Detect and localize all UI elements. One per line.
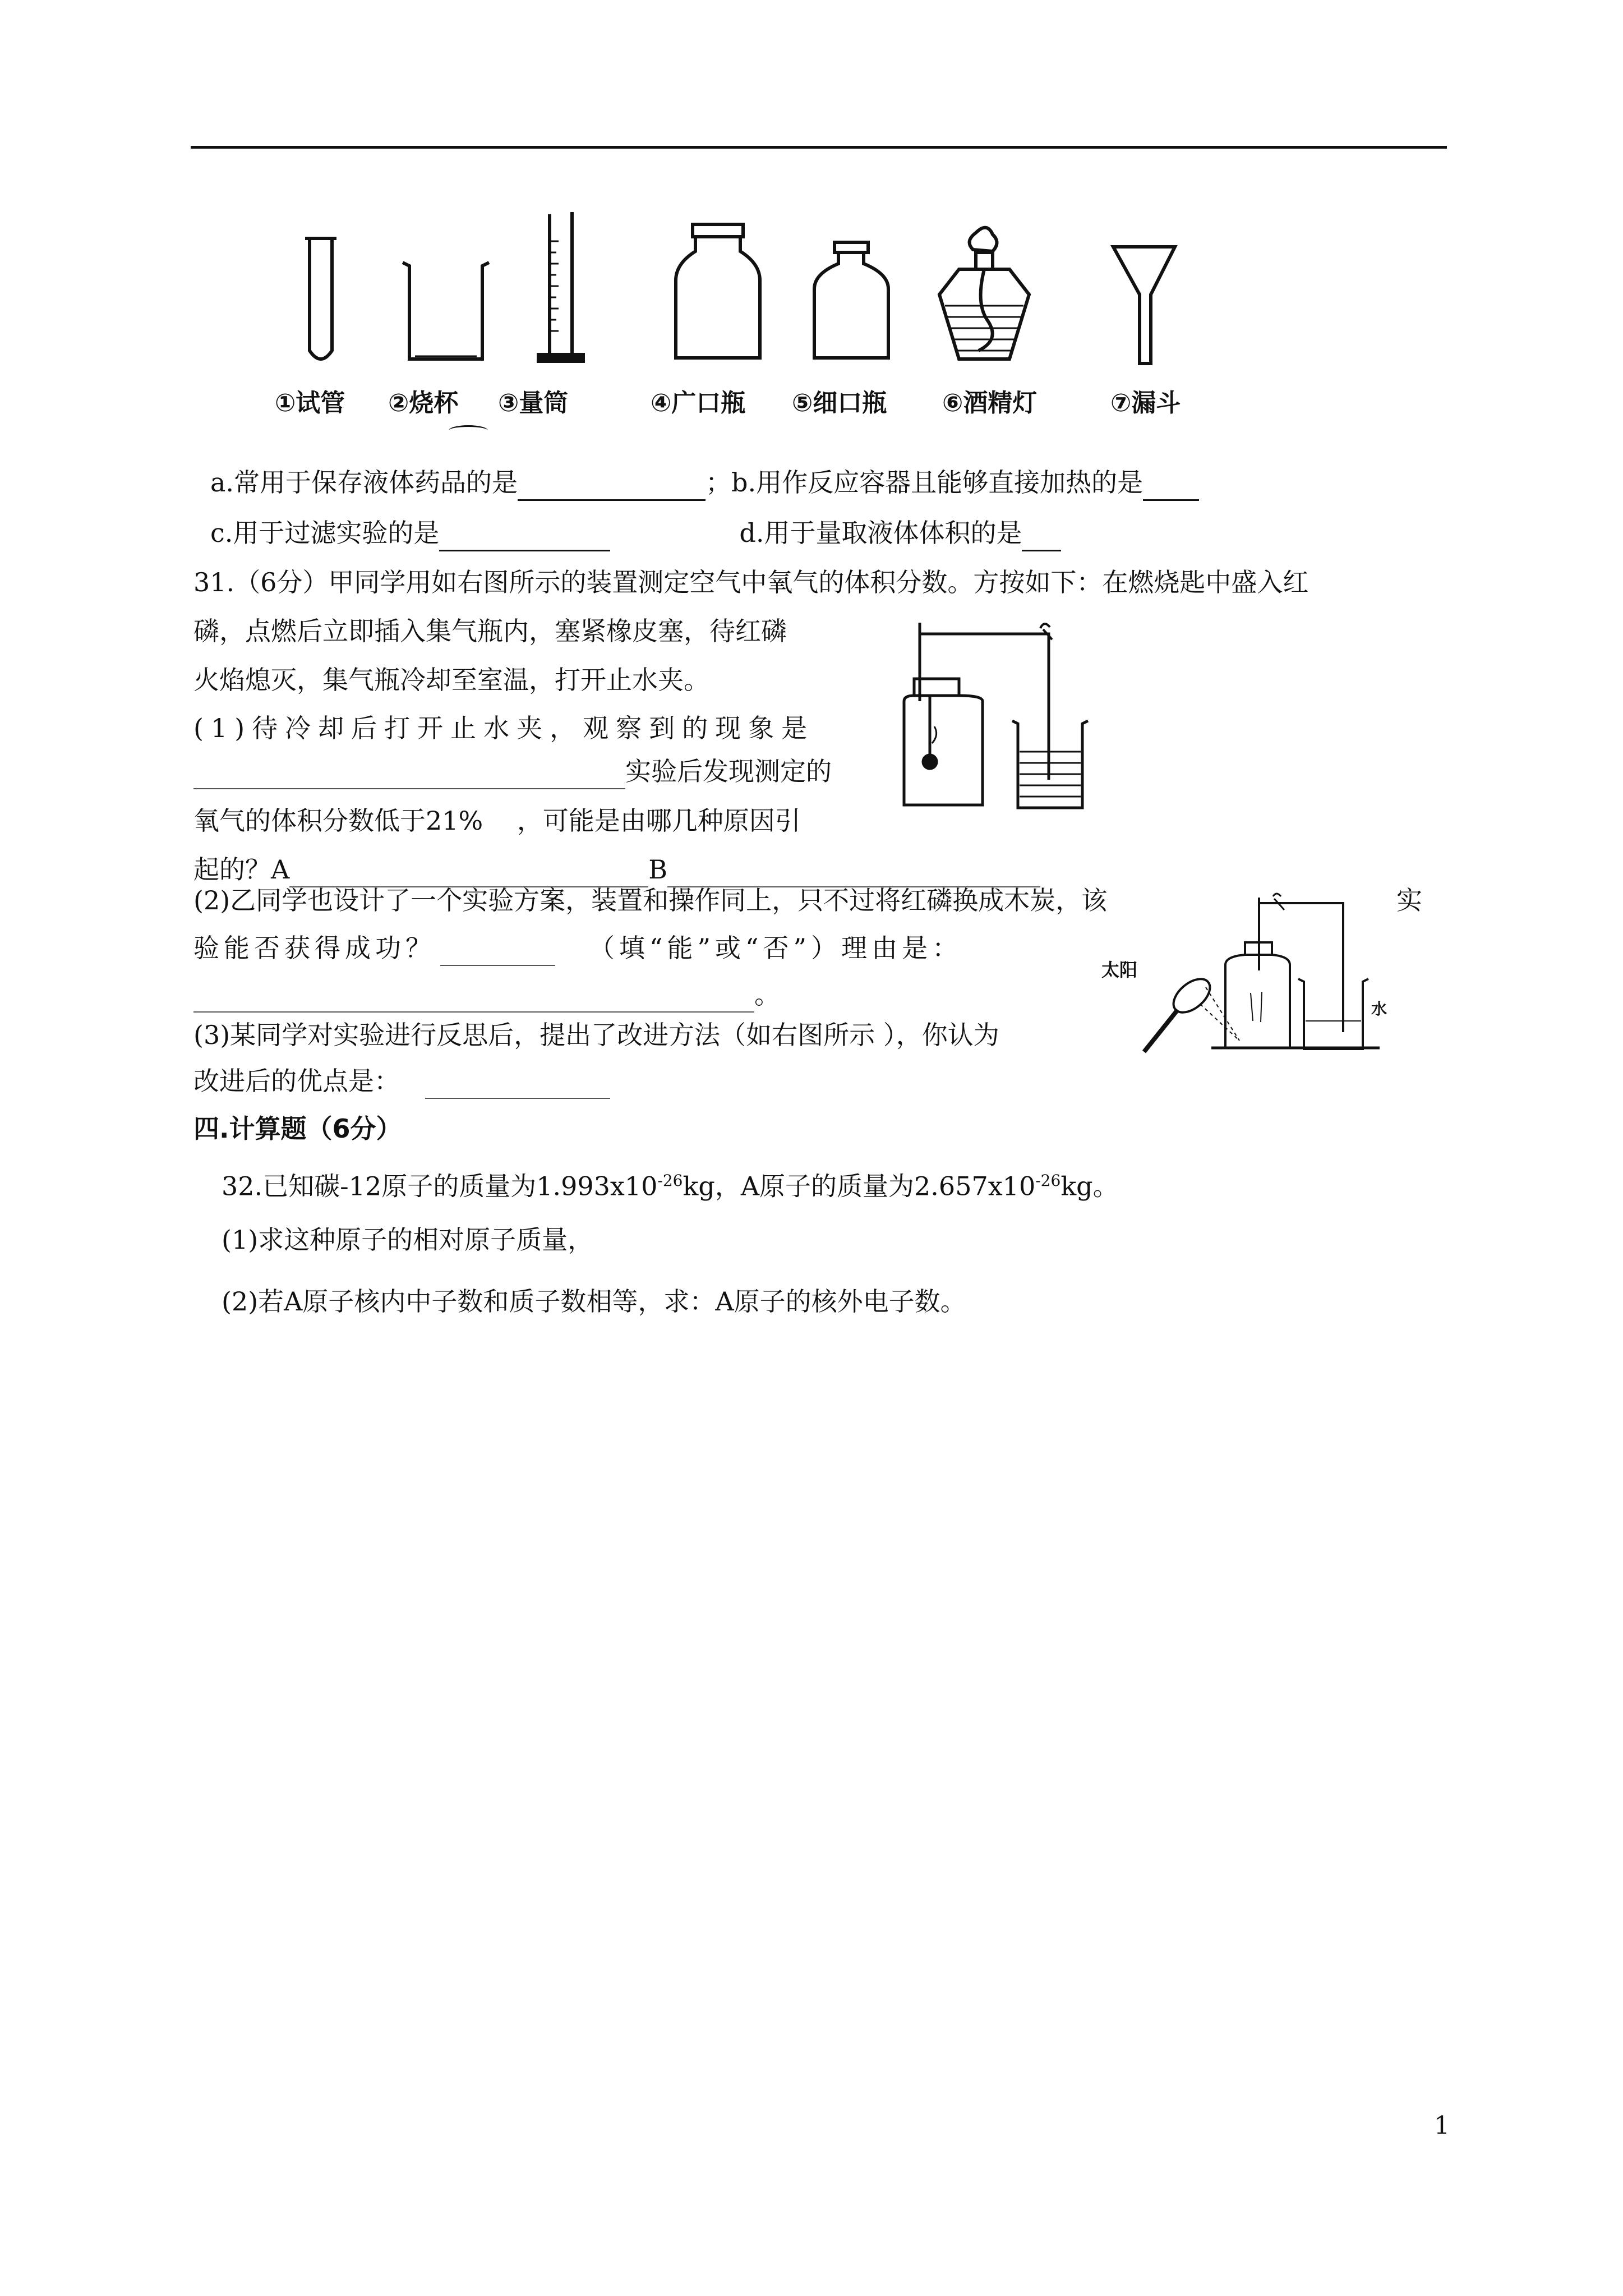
q30-line-cd bbox=[210, 516, 1061, 551]
alcohol-lamp-icon bbox=[939, 228, 1029, 359]
q31-p3-blank[interactable] bbox=[425, 1064, 610, 1099]
apparatus-figure bbox=[247, 208, 1256, 376]
q31-intro-3: 火焰熄灭，集气瓶冷却至室温，打开止水夹。 bbox=[193, 665, 709, 695]
apparatus-label-4: ④广口瓶 bbox=[651, 389, 746, 417]
apparatus-label-3: ③量筒 bbox=[498, 389, 569, 417]
funnel-icon bbox=[1113, 247, 1175, 364]
q30-a: a.常用于保存液体药品的是 bbox=[210, 467, 518, 498]
q31-p1-line2 bbox=[193, 754, 832, 789]
decorative-arc bbox=[449, 425, 488, 436]
q31-p2-line2 bbox=[193, 931, 962, 966]
q32-sub-1: (1)求这种原子的相对原子质量， bbox=[222, 1225, 594, 1255]
q30-b-blank[interactable] bbox=[1143, 466, 1199, 501]
q30-line-ab bbox=[210, 466, 1199, 501]
q31-p1-a-blank[interactable] bbox=[289, 853, 648, 887]
q31-p2-q: 验能否获得成功？ bbox=[193, 933, 436, 963]
q31-p1-a: 起的？A bbox=[193, 854, 290, 885]
q31-p3-label: 改进后的优点是： bbox=[193, 1066, 400, 1096]
q31-p2-blank[interactable] bbox=[440, 931, 555, 966]
q30-a-blank[interactable] bbox=[518, 466, 706, 501]
water-label: 水 bbox=[1371, 1000, 1387, 1018]
q31-p1-b: B bbox=[648, 854, 668, 885]
q30-d: d.用于量取液体体积的是 bbox=[739, 518, 1022, 548]
improved-apparatus-figure bbox=[1099, 892, 1396, 1060]
q31-p2-fill: （填“能”或“否”）理由是： bbox=[589, 933, 963, 963]
test-tube-icon bbox=[305, 238, 336, 359]
q32-statement bbox=[222, 1164, 1119, 1203]
apparatus-label-1: ①试管 bbox=[275, 389, 345, 417]
q31-p2-line1: (2)乙同学也设计了一个实验方案，装置和操作同上，只不过将红磷换成木炭，该 bbox=[193, 885, 1108, 915]
apparatus-label-5: ⑤细口瓶 bbox=[792, 389, 887, 417]
q31-p3-line2 bbox=[193, 1064, 610, 1099]
header-rule bbox=[191, 146, 1447, 149]
q30-c-blank[interactable] bbox=[439, 516, 610, 551]
wide-mouth-bottle-icon bbox=[676, 224, 760, 358]
narrow-mouth-bottle-icon bbox=[814, 242, 888, 358]
apparatus-label-7: ⑦漏斗 bbox=[1110, 389, 1181, 417]
q32-sub-2: (2)若A原子核内中子数和质子数相等，求：A原子的核外电子数。 bbox=[222, 1286, 966, 1317]
q32-exp-1: -26 bbox=[657, 1171, 683, 1190]
sun-label: 太阳 bbox=[1101, 959, 1138, 981]
q31-p1-line2-tail: 实验后发现测定的 bbox=[625, 756, 832, 786]
q31-p2-line3 bbox=[193, 978, 780, 1013]
q30-c: c.用于过滤实验的是 bbox=[210, 518, 440, 548]
q30-sep: ； bbox=[706, 467, 732, 498]
q32-part-b: kg，A原子的质量为2.657x10 bbox=[683, 1171, 1036, 1202]
q31-p2-line1-end: 实 bbox=[1396, 885, 1422, 915]
q31-p1-line4 bbox=[193, 853, 1040, 887]
oxygen-apparatus-figure bbox=[897, 617, 1099, 819]
q31-p1-line3: 氧气的体积分数低于21% ，可能是由哪几种原因引 bbox=[193, 806, 801, 836]
q31-p2-reason-blank[interactable] bbox=[193, 978, 754, 1013]
q31-p1-line1: (1)待冷却后打开止水夹，观察到的现象是 bbox=[193, 713, 815, 743]
q31-intro-2: 磷，点燃后立即插入集气瓶内，塞紧橡皮塞，待红磷 bbox=[193, 616, 787, 646]
q32-part-a: 32.已知碳-12原子的质量为1.993x10 bbox=[222, 1171, 658, 1202]
beaker-icon bbox=[403, 263, 489, 359]
q31-p3-line1: (3)某同学对实验进行反思后，提出了改进方法（如右图所示 ），你认为 bbox=[193, 1020, 999, 1050]
q31-intro-1: 31.（6分）甲同学用如右图所示的装置测定空气中氧气的体积分数。方按如下：在燃烧匙中盛入红 bbox=[193, 567, 1309, 597]
section-4-title: 四.计算题（6分） bbox=[193, 1114, 402, 1144]
q31-p1-blank[interactable] bbox=[193, 754, 625, 789]
q30-b: b.用作反应容器且能够直接加热的是 bbox=[731, 467, 1144, 498]
page-number: 1 bbox=[1434, 2111, 1450, 2140]
q32-exp-2: -26 bbox=[1035, 1171, 1061, 1190]
graduated-cylinder-icon bbox=[538, 212, 583, 361]
q31-p2-line3-end: 。 bbox=[754, 979, 780, 1010]
q31-p1-b-blank[interactable] bbox=[667, 853, 1040, 887]
apparatus-label-2: ②烧杯 bbox=[388, 389, 459, 417]
q30-d-blank[interactable] bbox=[1022, 516, 1061, 551]
apparatus-label-6: ⑥酒精灯 bbox=[942, 389, 1038, 417]
q32-part-c: kg。 bbox=[1061, 1171, 1119, 1202]
